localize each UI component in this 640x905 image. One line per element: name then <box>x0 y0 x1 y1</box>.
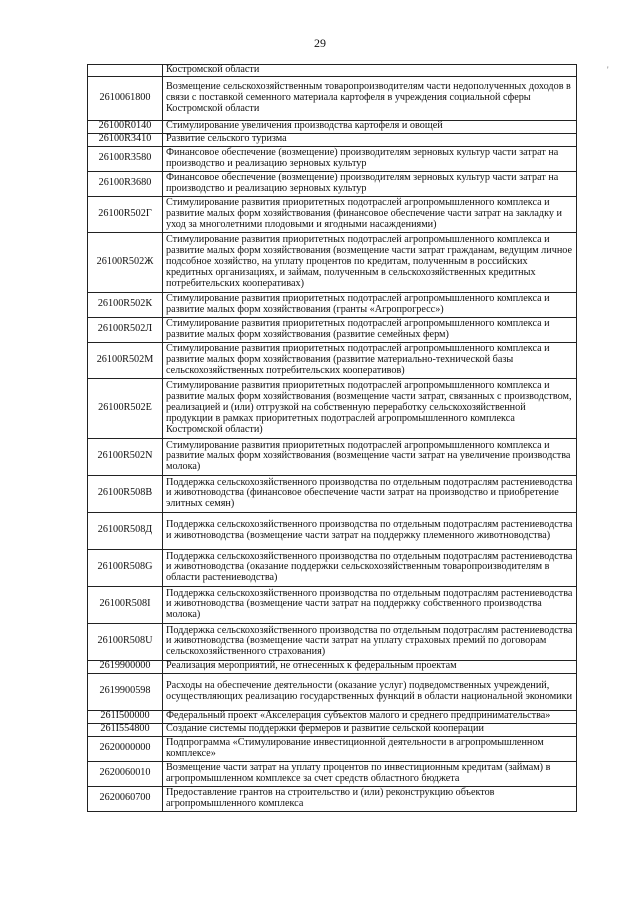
budget-codes-table <box>87 64 577 812</box>
table-row <box>88 317 577 342</box>
description-cell: Поддержка сельскохозяйственного производства по отдельным подотраслям растениеводства и животноводства (возмещение части затрат на уплату страховых премий по договорам сельскохозяйственного страхования) <box>163 623 577 660</box>
code-cell: 2620060700 <box>88 786 163 811</box>
code-cell: 26100R3410 <box>88 133 163 146</box>
code-cell: 26100R508U <box>88 623 163 660</box>
description-cell: Федеральный проект «Акселерация субъектов малого и среднего предпринимательства» <box>163 710 577 723</box>
code-cell: 26100R502N <box>88 438 163 475</box>
table-row <box>88 475 577 512</box>
description-cell: Возмещение сельскохозяйственным товаропроизводителям части недополученных доходов в связи с поставкой семенного материала картофеля в учреждения социальной сферы Костромской области <box>163 76 577 120</box>
description-cell: Поддержка сельскохозяйственного производства по отдельным подотраслям растениеводства и животноводства (финансовое обеспечение части затрат на производство и приобретение элитных семян) <box>163 475 577 512</box>
table-row <box>88 76 577 120</box>
description-cell: Костромской области <box>163 65 577 77</box>
code-cell: 2619900000 <box>88 660 163 673</box>
description-cell: Стимулирование развития приоритетных подотраслей агропромышленного комплекса и развитие малых форм хозяйствования (возмещение части затрат гражданам, ведущим личное подсобное хозяйство, на уплату процентов по кредитам, полученным в российских кредитных организациях, и займам, полученным в сельскохозяйственных кредитных потребительских кооперативах) <box>163 232 577 292</box>
table-row <box>88 786 577 811</box>
table-row <box>88 736 577 761</box>
description-cell: Финансовое обеспечение (возмещение) производителям зерновых культур части затрат на производство и реализацию зерновых культур <box>163 146 577 171</box>
code-cell: 2610061800 <box>88 76 163 120</box>
table-row <box>88 623 577 660</box>
code-cell: 26100R508В <box>88 475 163 512</box>
table-row <box>88 723 577 736</box>
table-row <box>88 438 577 475</box>
table-row <box>88 65 577 77</box>
description-cell: Стимулирование развития приоритетных подотраслей агропромышленного комплекса и развитие малых форм хозяйствования (возмещение части затрат, связанных с производством, реализацией и (или) отгрузкой на собственную переработку сельскохозяйственной продукции в рамках приоритетных подотраслей агропромышленного комплекса Костромской области) <box>163 378 577 438</box>
code-cell: 26100R502Г <box>88 196 163 232</box>
table-row <box>88 710 577 723</box>
table-row <box>88 171 577 196</box>
table-row <box>88 292 577 317</box>
table-row <box>88 761 577 786</box>
code-cell: 26100R508Д <box>88 512 163 549</box>
code-cell: 26100R502М <box>88 342 163 378</box>
description-cell: Стимулирование развития приоритетных подотраслей агропромышленного комплекса и развитие малых форм хозяйствования (развитие материально-технической базы сельскохозяйственных потребительских кооперативов) <box>163 342 577 378</box>
code-cell: 26100R3580 <box>88 146 163 171</box>
table-row <box>88 512 577 549</box>
description-cell: Стимулирование развития приоритетных подотраслей агропромышленного комплекса и развитие малых форм хозяйствования (развитие семейных ферм) <box>163 317 577 342</box>
description-cell: Поддержка сельскохозяйственного производства по отдельным подотраслям растениеводства и животноводства (возмещение части затрат на поддержку собственного производства молока) <box>163 586 577 623</box>
description-cell: Финансовое обеспечение (возмещение) производителям зерновых культур части затрат на производство и реализацию зерновых культур <box>163 171 577 196</box>
code-cell: 26100R3680 <box>88 171 163 196</box>
table-row <box>88 549 577 586</box>
description-cell: Создание системы поддержки фермеров и развитие сельской кооперации <box>163 723 577 736</box>
page-number: 29 <box>314 36 326 50</box>
description-cell: Стимулирование развития приоритетных подотраслей агропромышленного комплекса и развитие малых форм хозяйствования (финансовое обеспечение части затрат на закладку и уход за многолетними плодовыми и ягодными насаждениями) <box>163 196 577 232</box>
description-cell: Подпрограмма «Стимулирование инвестиционной деятельности в агропромышленном комплексе» <box>163 736 577 761</box>
code-cell: 26100R502Л <box>88 317 163 342</box>
description-cell: Поддержка сельскохозяйственного производства по отдельным подотраслям растениеводства и животноводства (возмещение части затрат на поддержку племенного животноводства) <box>163 512 577 549</box>
code-cell: 26100R0140 <box>88 120 163 133</box>
table-row <box>88 146 577 171</box>
table-row <box>88 586 577 623</box>
table-row <box>88 378 577 438</box>
description-cell: Предоставление грантов на строительство и (или) реконструкцию объектов агропромышленного комплекса <box>163 786 577 811</box>
code-cell <box>88 65 163 77</box>
description-cell: Стимулирование развития приоритетных подотраслей агропромышленного комплекса и развитие малых форм хозяйствования (возмещение части затрат на увеличение производства молока) <box>163 438 577 475</box>
description-cell: Развитие сельского туризма <box>163 133 577 146</box>
table-row <box>88 673 577 710</box>
code-cell: 261I554800 <box>88 723 163 736</box>
code-cell: 261I500000 <box>88 710 163 723</box>
code-cell: 2620000000 <box>88 736 163 761</box>
table-row <box>88 660 577 673</box>
description-cell: Возмещение части затрат на уплату процентов по инвестиционным кредитам (займам) в агропромышленном комплексе за счет средств областного бюджета <box>163 761 577 786</box>
table-row <box>88 196 577 232</box>
code-cell: 26100R502Е <box>88 378 163 438</box>
table-row <box>88 133 577 146</box>
code-cell: 26100R502К <box>88 292 163 317</box>
table-row <box>88 232 577 292</box>
table-row <box>88 342 577 378</box>
code-cell: 26100R508I <box>88 586 163 623</box>
description-cell: Поддержка сельскохозяйственного производства по отдельным подотраслям растениеводства и животноводства (оказание поддержки сельскохозяйственным товаропроизводителям в области растениеводства) <box>163 549 577 586</box>
code-cell: 26100R502Ж <box>88 232 163 292</box>
code-cell: 2620060010 <box>88 761 163 786</box>
margin-mark: ' <box>607 65 609 75</box>
description-cell: Стимулирование увеличения производства картофеля и овощей <box>163 120 577 133</box>
code-cell: 2619900598 <box>88 673 163 710</box>
description-cell: Расходы на обеспечение деятельности (оказание услуг) подведомственных учреждений, осуществляющих реализацию государственных функций в области национальной экономики <box>163 673 577 710</box>
description-cell: Стимулирование развития приоритетных подотраслей агропромышленного комплекса и развитие малых форм хозяйствования (гранты «Агропрогресс») <box>163 292 577 317</box>
description-cell: Реализация мероприятий, не отнесенных к федеральным проектам <box>163 660 577 673</box>
table-row <box>88 120 577 133</box>
code-cell: 26100R508G <box>88 549 163 586</box>
